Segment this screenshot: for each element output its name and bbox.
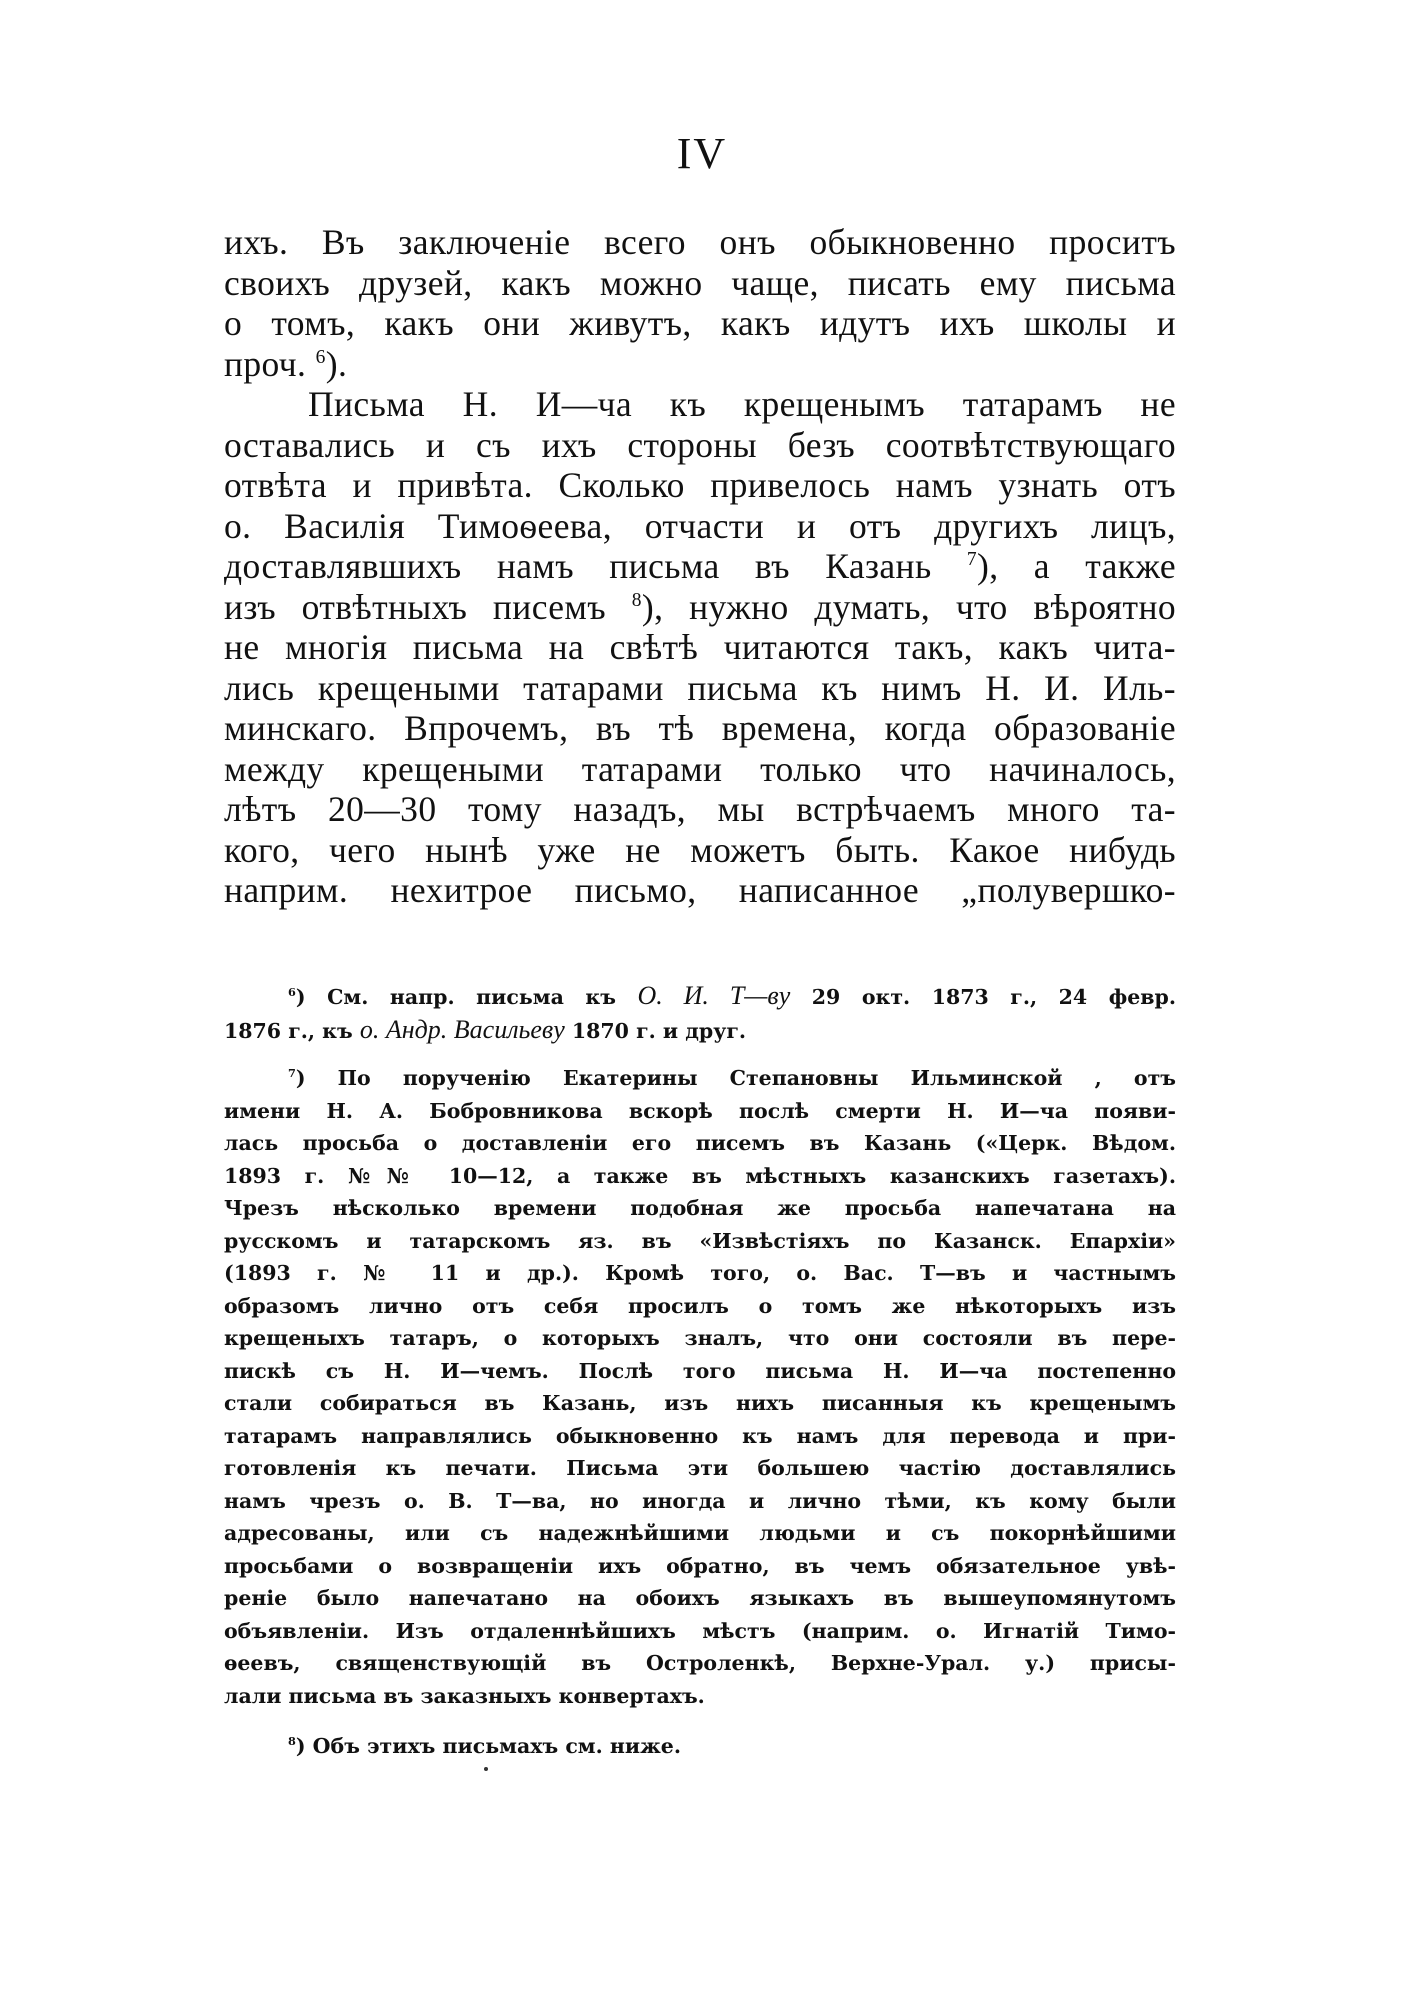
footnote-line: крещеныхъ татаръ, о которыхъ зналъ, что они состояли въ пере- (224, 1326, 1176, 1350)
text-line (224, 344, 1176, 385)
text-segment: ), нужно думать, что вѣроятно (641, 586, 1177, 627)
footnote-line: адресованы, или съ надежнѣйшими людьми и съ покорнѣйшими (224, 1521, 1176, 1545)
text-line: оставались и съ ихъ стороны безъ соотвѣтствующаго (224, 424, 1176, 465)
text-segment: ) См. напр. письма къ (295, 985, 638, 1009)
italic-name: о. Андр. Васильеву (359, 1014, 565, 1044)
text-line: о томъ, какъ они живутъ, какъ идутъ ихъ школы и (224, 303, 1176, 343)
text-line: минскаго. Впрочемъ, въ тѣ времена, когда образованіе (224, 708, 1176, 748)
text-line: кого, чего нынѣ уже не можетъ быть. Какое нибудь (224, 829, 1176, 870)
footnote-line (224, 980, 1176, 1014)
footnote-line: пискѣ съ Н. И—чемъ. Послѣ того письма Н. И—ча постепенно (224, 1358, 1176, 1383)
text-line: не многія письма на свѣтѣ читаются такъ, какъ чита- (224, 627, 1176, 667)
text-line: своихъ друзей, какъ можно чаще, писать ему письма (224, 262, 1176, 303)
text-line: между крещеными татарами только что начиналось, (224, 748, 1176, 789)
footnote-7-number: 7 (288, 1066, 296, 1081)
footnote-line: образомъ лично отъ себя просилъ о томъ же нѣкоторыхъ изъ (224, 1293, 1176, 1318)
text-segment: ). (325, 343, 348, 384)
text-segment: изъ отвѣтныхъ писемъ (224, 586, 632, 627)
footnote-line: готовленія къ печати. Письма эти большею частію доставлялись (224, 1456, 1176, 1480)
print-speck (484, 1767, 488, 1771)
footnote-line: 1893 г. №№ 10—12, а также въ мѣстныхъ казанскихъ газетахъ). (224, 1163, 1176, 1188)
footnote-line: объявленіи. Изъ отдаленнѣйшихъ мѣстъ (наприм. о. Игнатій Тимо- (224, 1618, 1176, 1643)
footnote-8 (224, 1730, 1176, 1763)
footnote-marker-8: 8 (631, 589, 642, 611)
text-segment: 1876 г., къ (224, 1018, 360, 1043)
footnote-marker-6: 6 (315, 346, 326, 368)
main-text (224, 222, 1176, 911)
text-line: ихъ. Въ заключеніе всего онъ обыкновенно проситъ (224, 222, 1176, 262)
footnote-line: ѳеевъ, священствующій въ Остроленкѣ, Верхне-Урал. у.) присы- (224, 1651, 1176, 1675)
footnote-line: русскомъ и татарскомъ яз. въ «Извѣстіяхъ по Казанск. Епархіи» (224, 1228, 1176, 1253)
text-segment: доставлявшихъ намъ письма въ Казань (224, 546, 967, 586)
italic-name: О. И. Т—ву (637, 981, 791, 1010)
footnote-line (224, 1014, 1176, 1048)
text-line (224, 546, 1176, 587)
footnote-line: лась просьба о доставленіи его писемъ въ Казань («Церк. Вѣдом. (224, 1131, 1176, 1155)
footnote-line: татарамъ направлялись обыкновенно къ намъ для перевода и при- (224, 1423, 1176, 1448)
footnote-line: просьбами о возвращеніи ихъ обратно, въ чемъ обязательное увѣ- (224, 1553, 1176, 1578)
text-segment: ) По порученію Екатерины Степановны Ильминской , отъ (295, 1066, 1176, 1090)
footnote-6 (224, 980, 1176, 1047)
footnote-line: (1893 г. № 11 и др.). Кромѣ того, о. Вас. Т—въ и частнымъ (224, 1261, 1176, 1285)
text-segment: проч. (224, 343, 316, 384)
footnote-line (224, 1730, 1176, 1763)
text-segment: 1870 г. и друг. (564, 1018, 747, 1043)
text-segment: ), а также (977, 546, 1176, 586)
text-line: лись крещеными татарами письма къ нимъ Н. И. Иль- (224, 667, 1176, 708)
footnote-line: стали собираться въ Казань, изъ нихъ писанныя къ крещенымъ (224, 1391, 1176, 1415)
footnote-line: Чрезъ нѣсколько времени подобная же просьба напечатана на (224, 1196, 1176, 1220)
footnote-line: намъ чрезъ о. В. Т—ва, но иногда и лично тѣми, къ кому были (224, 1488, 1176, 1513)
text-segment: ) Объ этихъ письмахъ см. ниже. (295, 1734, 681, 1758)
footnote-marker-7: 7 (966, 549, 977, 571)
footnote-6-number: 6 (288, 985, 296, 1000)
text-line: лѣтъ 20—30 тому назадъ, мы встрѣчаемъ много та- (224, 789, 1176, 829)
page-number: IV (676, 129, 728, 178)
text-line: отвѣта и привѣта. Сколько привелось намъ узнать отъ (224, 465, 1176, 505)
paragraph-first-line: Письма Н. И—ча къ крещенымъ татарамъ не (308, 384, 1176, 424)
footnote-line (224, 1062, 1176, 1095)
footnote-line: лали письма въ заказныхъ конвертахъ. (224, 1683, 705, 1708)
text-segment: 29 окт. 1873 г., 24 февр. (790, 985, 1176, 1009)
text-line (224, 587, 1176, 628)
text-line: наприм. нехитрое письмо, написанное „полувершко- (224, 870, 1176, 910)
footnote-line: имени Н. А. Бобровникова вскорѣ послѣ смерти Н. И—ча появи- (224, 1098, 1176, 1123)
footnote-7 (224, 1062, 1176, 1712)
text-line: о. Василія Тимоѳеева, отчасти и отъ другихъ лицъ, (224, 505, 1176, 546)
footnote-line: реніе было напечатано на обоихъ языкахъ въ вышеупомянутомъ (224, 1586, 1176, 1610)
footnote-8-number: 8 (288, 1734, 296, 1749)
